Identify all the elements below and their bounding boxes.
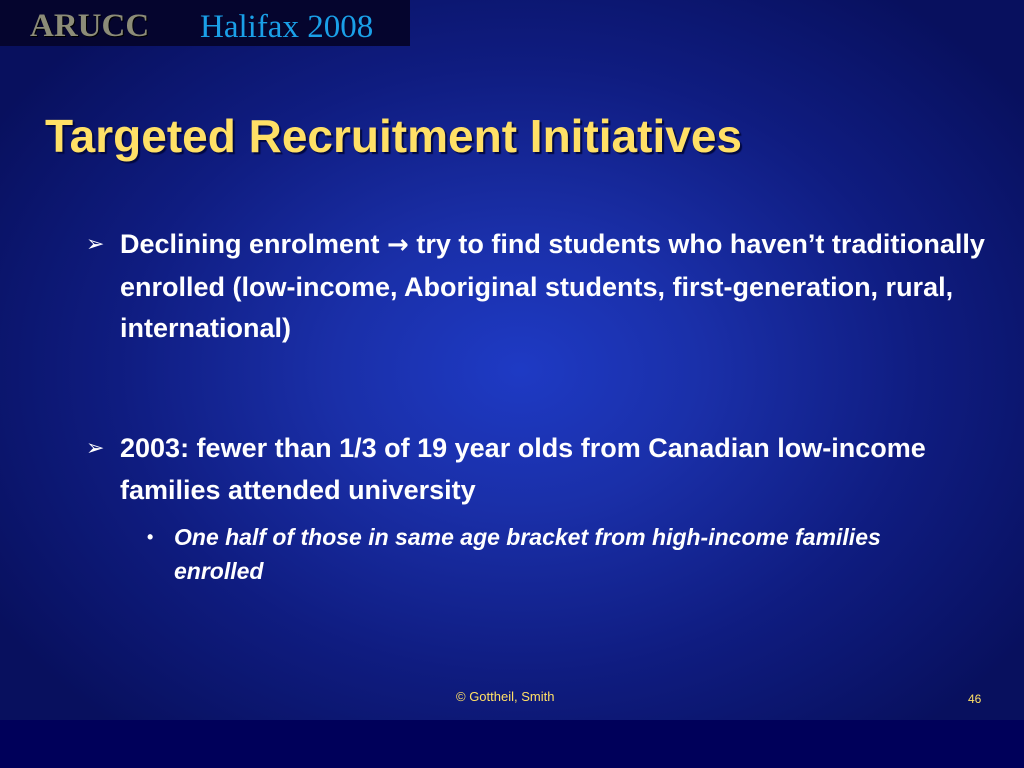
arrow-head-bullet-icon: ➢ xyxy=(86,232,105,257)
bullet-text-part: try to find students who haven’t traditionally enrolled (low-income, Aboriginal students, first-generation, rural, international) xyxy=(120,229,985,343)
header-event: Halifax 2008 xyxy=(200,9,374,45)
bottom-band xyxy=(0,720,1024,768)
sub-bullet-item xyxy=(147,520,964,588)
right-arrow-icon: → xyxy=(387,230,409,260)
dot-bullet-icon: • xyxy=(147,527,154,547)
header-banner xyxy=(0,0,410,46)
header-organization: ARUCC xyxy=(30,8,150,44)
bullet-text: 2003: fewer than 1/3 of 19 year olds from Canadian low-income families attended university xyxy=(120,433,926,505)
arrow-head-bullet-icon: ➢ xyxy=(86,436,105,461)
sub-bullet-text: One half of those in same age bracket from high-income families enrolled xyxy=(174,524,881,584)
footer-copyright: © Gottheil, Smith xyxy=(456,689,555,704)
page-number: 46 xyxy=(968,692,982,706)
bullet-text-part: Declining enrolment xyxy=(120,229,388,259)
slide-title: Targeted Recruitment Initiatives xyxy=(45,110,742,162)
bullet-item xyxy=(86,224,1000,350)
bullet-item xyxy=(86,428,1000,511)
